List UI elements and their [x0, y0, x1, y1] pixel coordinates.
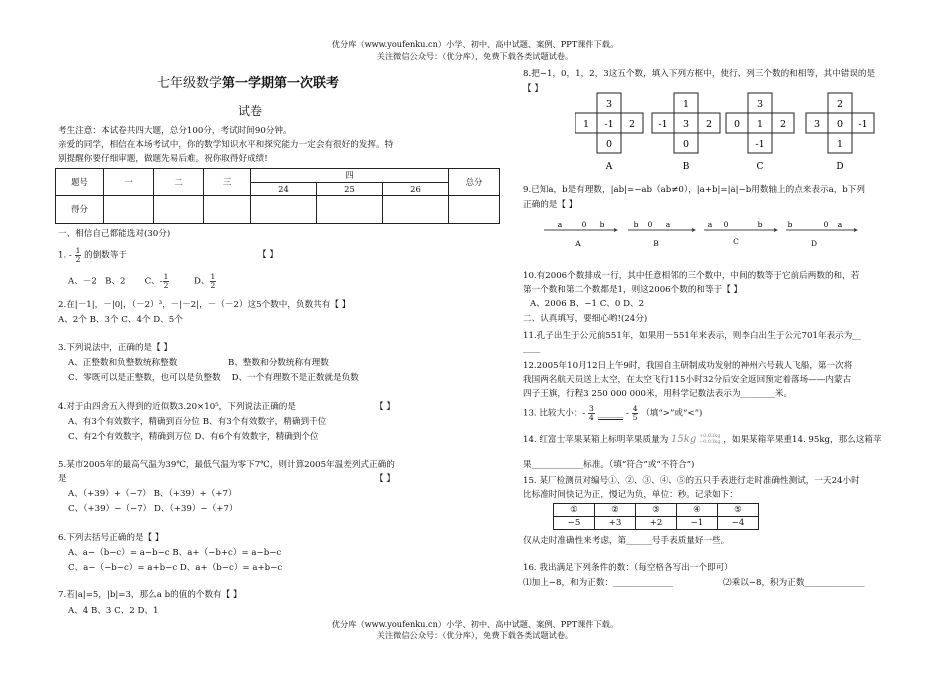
watch-deviation: −1: [677, 517, 718, 530]
svg-text:a: a: [707, 220, 713, 229]
q8c-label: C: [756, 162, 764, 172]
svg-text:a: a: [665, 220, 671, 229]
svg-text:a: a: [557, 220, 563, 229]
watch-deviation: −5: [554, 517, 595, 530]
svg-text:0: 0: [581, 220, 587, 229]
header-line-1: 优分库（www.youfenku.cn）小学、初中、高中试题、案例、PPT课件下载。: [331, 39, 619, 49]
q8-figure-c: [726, 93, 794, 172]
q9-axis-c: [704, 220, 778, 246]
q8b-right: 2: [705, 119, 713, 130]
q8d-left: 3: [813, 119, 821, 130]
q7-options: A、4 B、3 C、2 D、1: [68, 606, 159, 616]
q8d-label: D: [836, 162, 844, 172]
header-q25: 25: [317, 183, 383, 196]
svg-text:b: b: [787, 220, 793, 229]
q9d-label: D: [810, 239, 818, 248]
q4-options-cd: C、有2个有效数字，精确到万位 D、有6个有效数字，精确到个位: [68, 432, 319, 442]
page-title: 七年级数学第一学期第一次联考: [157, 76, 340, 91]
watch-record-table: [553, 503, 759, 530]
question-4: 4.对于由四舍五入得到的近似数3.20×10⁵，下列说法正确的是: [58, 402, 296, 412]
q8-bracket: 【 】: [523, 84, 543, 94]
question-15-line-3: 仅从走时准确性来考虑，第______号手表质量好一些。: [523, 536, 730, 546]
score-cell: [251, 196, 317, 224]
question-12-line-1: 12.2005年10月12日上午9时，我国自主研制成功发射的神州六号载人飞船，第一次将: [523, 361, 853, 371]
question-14: 14. 红富士苹果某箱上标明苹果质量为 15kg +0.03kg −0.03kg ，如果某箱苹果重14. 95kg，那么这箱苹: [523, 433, 882, 445]
question-14-line-2: 果____________标准。（填“符合”或“不符合”): [523, 460, 695, 470]
subtitle: 试卷: [238, 104, 263, 118]
q8a-right: 2: [628, 119, 636, 130]
score-cell: [104, 196, 154, 224]
watch-number: ④: [677, 504, 718, 517]
q4-options-ab: A、有3个有效数字，精确到百分位 B、有3个有效数字，精确到千位: [68, 417, 327, 427]
q8c-bottom: -1: [755, 139, 765, 150]
q8a-left: 1: [582, 119, 590, 130]
q8c-right: 2: [779, 119, 787, 130]
svg-text:b: b: [599, 220, 605, 229]
q9-stem-2: 正确的是【 】: [523, 200, 578, 210]
q8a-top: 3: [605, 99, 613, 110]
q8c-left: 0: [733, 119, 741, 130]
question-12-line-3: 四子王旗，行程3 250 000 000米，用科学记数法表示为________米。: [523, 389, 793, 399]
watch-number: ②: [595, 504, 636, 517]
q5-stem-2: 是: [58, 474, 67, 484]
q9b-label: B: [653, 239, 659, 248]
header-question-number: 题号: [56, 169, 104, 196]
question-1: 1. - $\frac{1}{2}$ 的倒数等于: [58, 246, 128, 264]
q16-part-1: ⑴加上−8，和为正数：______________: [523, 578, 674, 588]
q8a-bottom: 0: [605, 139, 613, 150]
watch-deviation: −4: [718, 517, 759, 530]
header-q26: 26: [383, 183, 449, 196]
q8a-label: A: [605, 162, 613, 172]
question-10: 10.有2006个数排成一行，其中任意相邻的三个数中，中间的数等于它前后两数的和，若: [523, 271, 860, 281]
score-row-label: 得分: [56, 196, 104, 224]
q8d-bottom: 1: [836, 139, 844, 150]
svg-text:0: 0: [823, 220, 829, 229]
q3-option-b: B、整数和分数统称有理数: [228, 358, 329, 368]
q6-options-cd: C、a−（−b−c）= a+b−c D、a+（b−c）= a+b−c: [68, 563, 283, 573]
watch-number: ③: [636, 504, 677, 517]
svg-text:a: a: [837, 220, 843, 229]
q5-options-cd: C、（+39）−（−7） D、（+39）−（+7）: [68, 504, 238, 514]
notice-line-2: 亲爱的同学，相信在本场考试中，你的数学知识水平和探究能力一定会有很好的发挥。特: [58, 140, 394, 150]
question-13: 13. 比较大小：- $\frac{3}{4}$ ______ - $\frac{4}{5}$ （填“>”或“<”): [523, 404, 703, 422]
notice-line-1: 考生注意：本试卷共四大题，总分100分，考试时间90分钟。: [58, 126, 292, 136]
svg-text:b: b: [757, 220, 763, 229]
svg-text:b: b: [633, 220, 639, 229]
q5-bracket: 【 】: [375, 474, 395, 484]
score-table: [55, 168, 500, 224]
q1-bracket: 【 】: [258, 250, 278, 260]
question-6: 6.下列去括号正确的是【 】: [58, 533, 164, 543]
header-q24: 24: [251, 183, 317, 196]
header-part-2: 二: [154, 169, 204, 196]
q1-options: A、－2 B、2 C、- $\frac{1}{2}$ D、 $\frac{1}{2}$: [68, 272, 216, 290]
footer-line-1: 优分库（www.youfenku.cn）小学、初中、高中试题、案例、PPT课件下载。: [331, 619, 619, 629]
q8b-left: -1: [658, 119, 668, 130]
q8d-top: 2: [836, 99, 844, 110]
question-15-line-2: 比标准时间快记为正，慢记为负，单位：秒。记录如下：: [523, 490, 738, 500]
q8-figure-a: [575, 93, 643, 172]
watch-deviation: +3: [595, 517, 636, 530]
question-7: 7.若|a|=5，|b|=3，那么a b的值的个数有【 】: [58, 590, 242, 600]
q8d-center: 0: [836, 119, 844, 130]
q8-figure-d: [806, 93, 874, 172]
q8a-center: -1: [604, 119, 614, 130]
watch-number: ⑤: [718, 504, 759, 517]
q4-bracket: 【 】: [375, 402, 395, 412]
q10-options: A、2006 B、−1 C、0 D、2: [530, 299, 645, 309]
q8b-label: B: [682, 162, 690, 172]
svg-text:0: 0: [723, 220, 729, 229]
q16-part-2: ⑵乘以−8，积为正数______________: [723, 578, 865, 588]
q9-axis-b: [628, 220, 696, 248]
q9-number-lines: [540, 216, 880, 252]
q2-options: A、2个 B、3个 C、4个 D、5个: [58, 315, 183, 325]
header-part-4: 四: [251, 169, 449, 183]
q8c-top: 3: [756, 99, 764, 110]
watch-number: ①: [554, 504, 595, 517]
q9-axis-a: [544, 220, 618, 248]
notice-line-3: 别提醒你要仔细审题，做题先易后难。祝你取得好成绩!: [58, 154, 268, 164]
q8d-right: -1: [858, 119, 868, 130]
question-11: 11.孔子出生于公元前551年，如果用－551年来表示，则李白出生于公元701年表示为__: [523, 331, 861, 341]
q9c-label: C: [733, 237, 739, 246]
header-part-1: 一: [104, 169, 154, 196]
section-1-heading: 一、相信自己都能选对(30分): [58, 229, 171, 239]
q9a-label: A: [575, 239, 581, 248]
section-2-heading: 二、认真填写，要细心哟!(24分): [523, 314, 648, 324]
question-3: 3.下列说法中，正确的是【 】: [58, 343, 173, 353]
question-16: 16. 我出满足下列条件的数：（每空格各写出一个即可）: [523, 563, 733, 573]
header-total: 总分: [449, 169, 500, 196]
q8b-bottom: 0: [682, 139, 690, 150]
footer-line-2: 关注微信公众号：（优分库），免费下载各类试题试卷。: [376, 630, 574, 640]
question-12-line-2: 我国两名航天员送上太空，在太空飞行115小时32分后安全返回预定着落场——内蒙古: [523, 375, 852, 385]
q8-figure-b: [652, 93, 720, 172]
svg-text:0: 0: [647, 220, 653, 229]
score-cell: [383, 196, 449, 224]
question-2: 2.在|－1|，－|0|，（－2）³，－|－2|，－（－2）这5个数中，负数共有【 】: [58, 300, 351, 310]
score-cell: [317, 196, 383, 224]
header-part-3: 三: [204, 169, 251, 196]
header-line-2: 关注微信公众号：（优分库），免费下载各类试题试卷。: [376, 51, 574, 61]
q10-stem-2: 第一个数和第二个数都是1，则这2006个数的和等于【 】: [523, 285, 743, 295]
q8-figures: [575, 92, 895, 172]
score-cell: [154, 196, 204, 224]
question-8: 8.把−1，0，1，2，3这五个数，填入下列方框中，使行、列三个数的和相等，其中错误的是: [523, 69, 876, 79]
q8b-center: 3: [682, 119, 690, 130]
q11-stem-2: ____: [523, 344, 541, 354]
q9-axis-d: [786, 220, 858, 248]
q3-options-cd: C、零既可以是正整数，也可以是负整数 D、一个有理数不是正数就是负数: [68, 373, 359, 383]
q3-option-a: A、正整数和负整数统称整数: [68, 358, 178, 368]
q8c-center: 1: [756, 119, 764, 130]
q5-options-ab: A、（+39）+（−7） B、（+39）+（+7）: [68, 489, 237, 499]
q6-options-ab: A、a−（b−c）= a−b−c B、a+（−b+c）= a−b−c: [68, 548, 282, 558]
watch-deviation: +2: [636, 517, 677, 530]
score-cell: [204, 196, 251, 224]
question-9: 9.已知a，b是有理数，|ab|=−ab（ab≠0），|a+b|=|a|−b用数轴上的点来表示a，b下列: [523, 185, 865, 195]
score-cell: [449, 196, 500, 224]
q8b-top: 1: [682, 99, 690, 110]
question-5: 5.某市2005年的最高气温为39℃，最低气温为零下7℃，则计算2005年温差列式正确的: [58, 460, 395, 470]
question-15-line-1: 15. 某厂检测员对编号①、②、③、④、⑤的五只手表进行走时准确性测试，一天24小时: [523, 476, 860, 486]
